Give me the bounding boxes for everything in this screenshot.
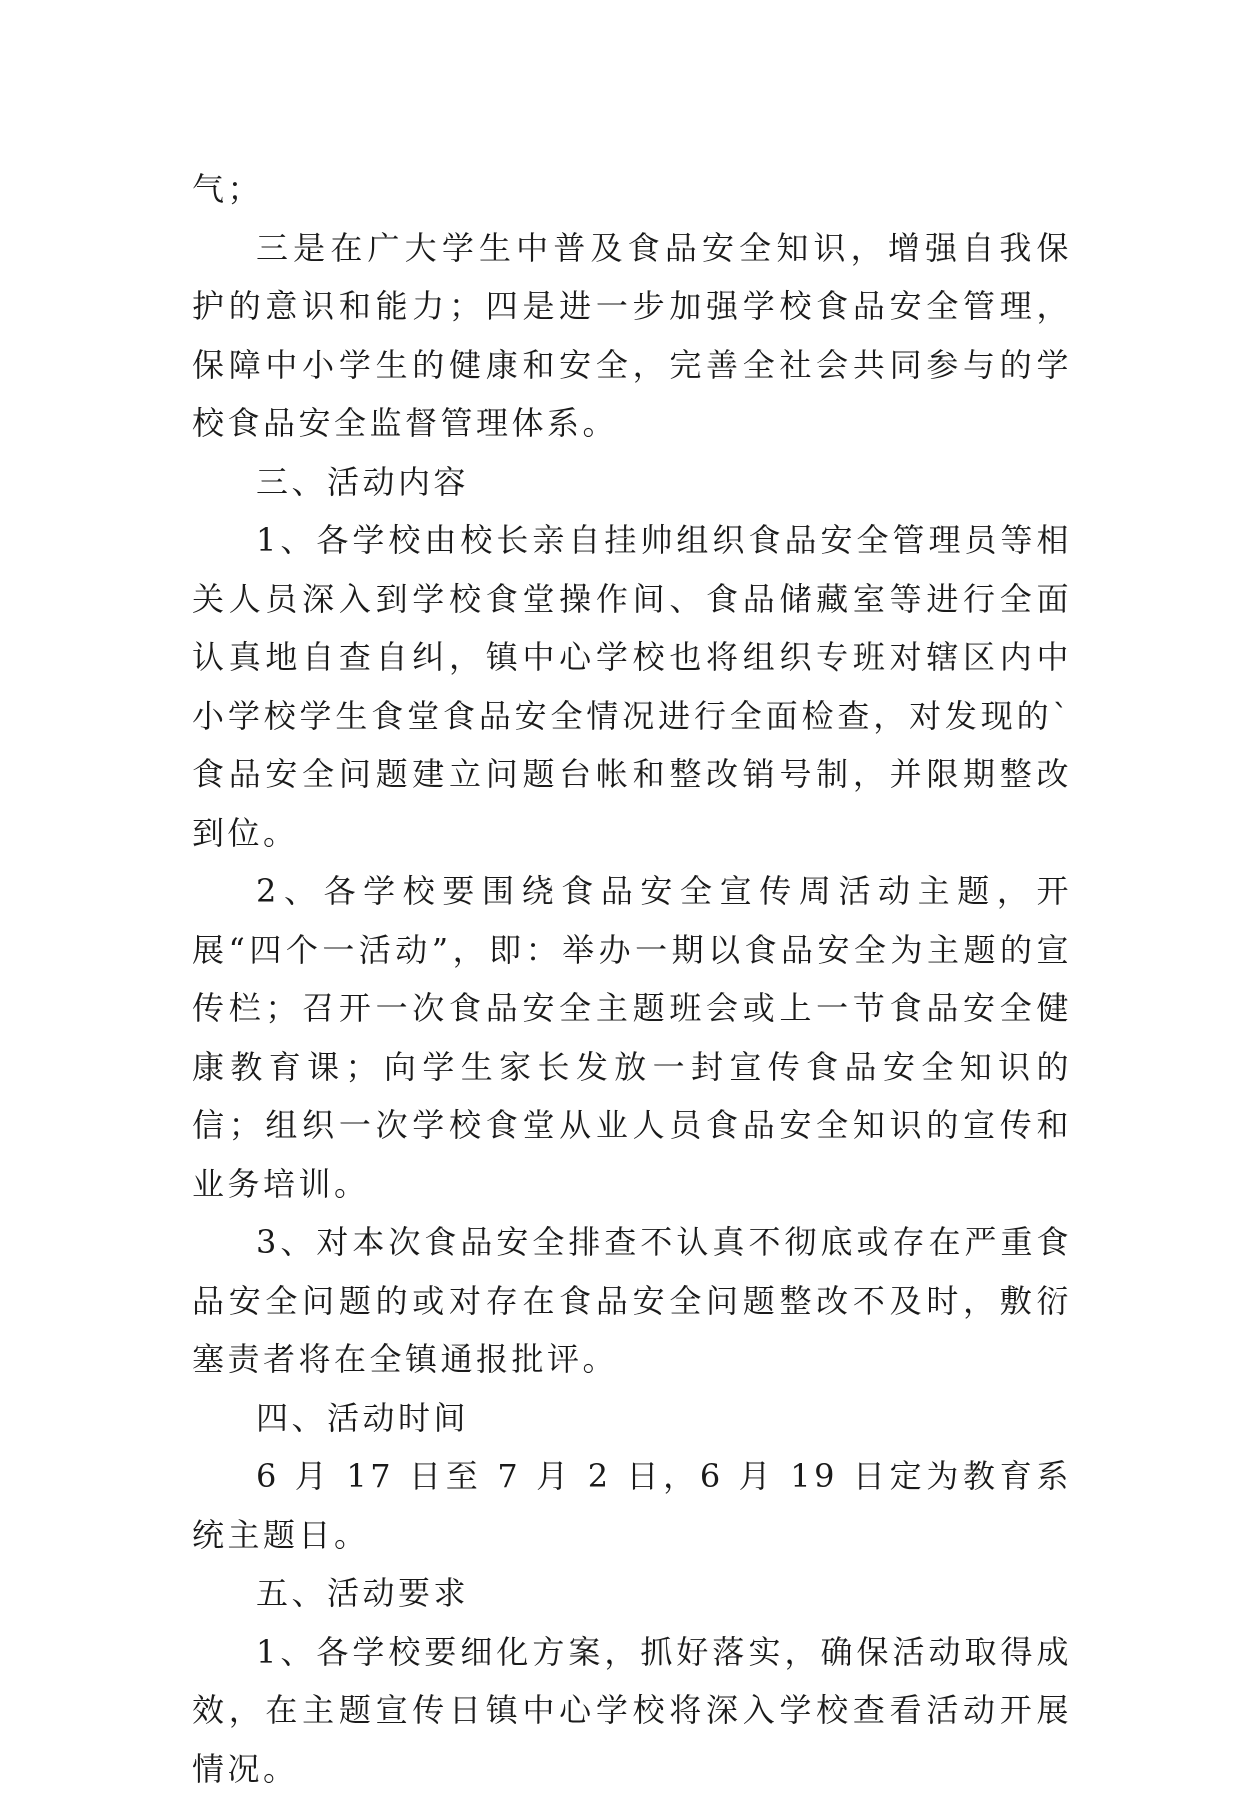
paragraph-content-item-3: 3、对本次食品安全排查不认真不彻底或存在严重食品安全问题的或对存在食品安全问题整改不及时，敷衍塞责者将在全镇通报批评。 (192, 1213, 1072, 1389)
paragraph-requirement-item-1: 1、各学校要细化方案，抓好落实，确保活动取得成效，在主题宣传日镇中心学校将深入学校查看活动开展情况。 (192, 1623, 1072, 1798)
section-heading-activity-content: 三、活动内容 (192, 453, 1072, 512)
paragraph-activity-dates: 6 月 17 日至 7 月 2 日，6 月 19 日定为教育系统主题日。 (192, 1447, 1072, 1564)
paragraph-goals-3-4: 三是在广大学生中普及食品安全知识，增强自我保护的意识和能力；四是进一步加强学校食品安全管理，保障中小学生的健康和安全，完善全社会共同参与的学校食品安全监督管理体系。 (192, 219, 1072, 453)
document-body (192, 160, 1072, 1798)
paragraph-content-item-2: 2、各学校要围绕食品安全宣传周活动主题，开展“四个一活动”，即：举办一期以食品安全为主题的宣传栏；召开一次食品安全主题班会或上一节食品安全健康教育课；向学生家长发放一封宣传食品安全知识的信；组织一次学校食堂从业人员食品安全知识的宣传和业务培训。 (192, 862, 1072, 1213)
section-heading-activity-time: 四、活动时间 (192, 1389, 1072, 1448)
paragraph-continuation: 气； (192, 160, 1072, 219)
section-heading-activity-requirements: 五、活动要求 (192, 1564, 1072, 1623)
paragraph-content-item-1: 1、各学校由校长亲自挂帅组织食品安全管理员等相关人员深入到学校食堂操作间、食品储藏室等进行全面认真地自查自纠，镇中心学校也将组织专班对辖区内中小学校学生食堂食品安全情况进行全面检查，对发现的`食品安全问题建立问题台帐和整改销号制，并限期整改到位。 (192, 511, 1072, 862)
